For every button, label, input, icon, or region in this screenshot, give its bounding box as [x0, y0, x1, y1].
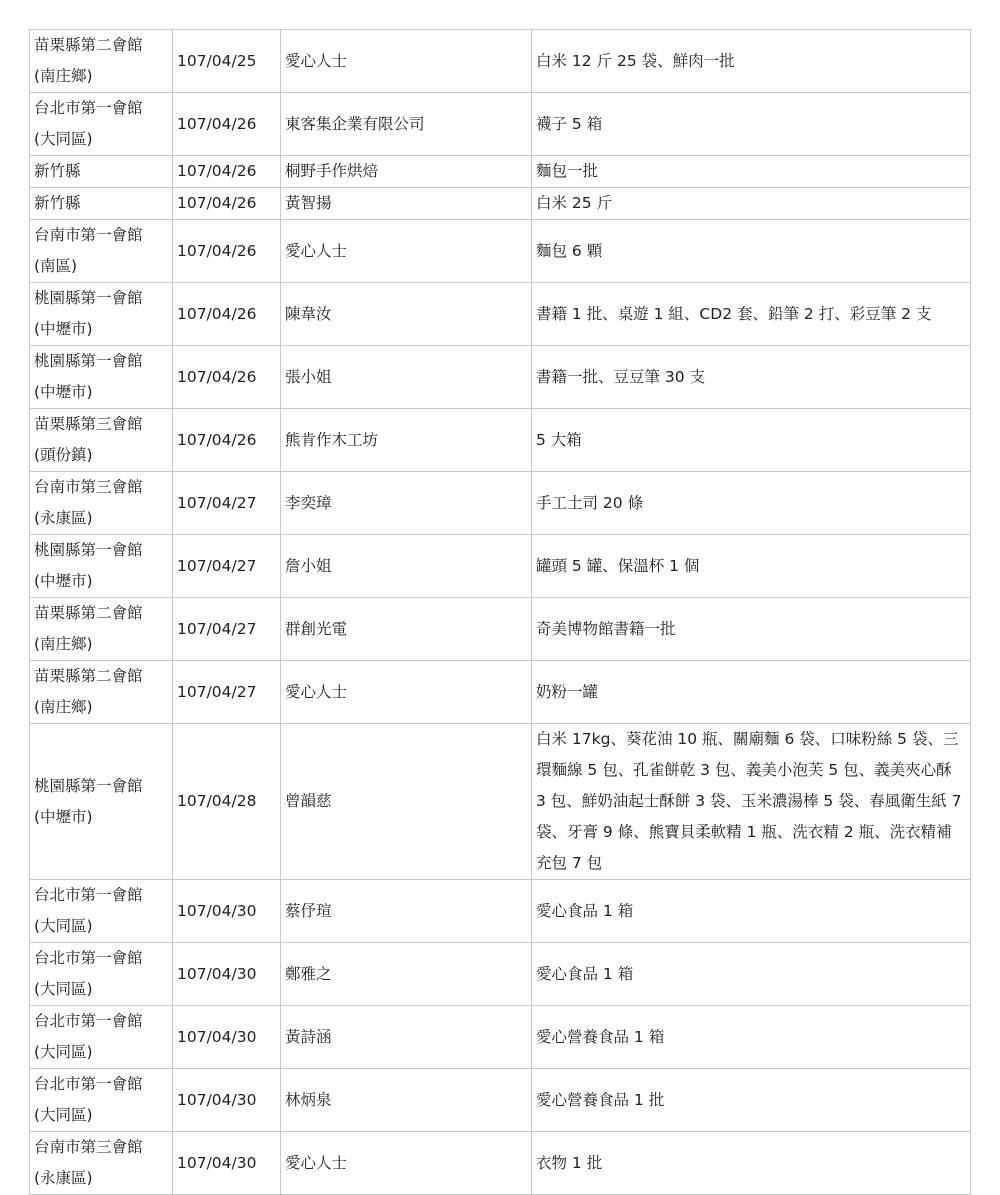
branch-name: 台北市第一會館 — [34, 99, 143, 117]
items-cell: 奶粉一罐 — [532, 661, 971, 724]
branch-cell — [30, 724, 173, 880]
items-cell: 手工土司 20 條 — [532, 472, 971, 535]
date-cell: 107/04/26 — [173, 409, 281, 472]
date-cell: 107/04/27 — [173, 472, 281, 535]
branch-district: (中壢市) — [34, 320, 93, 338]
table-row — [30, 156, 971, 188]
items-cell: 罐頭 5 罐、保溫杯 1 個 — [532, 535, 971, 598]
items-cell: 書籍 1 批、桌遊 1 組、CD2 套、鉛筆 2 打、彩豆筆 2 支 — [532, 283, 971, 346]
donor-cell: 愛心人士 — [281, 30, 532, 93]
branch-name: 台南市第一會館 — [34, 226, 143, 244]
branch-name: 苗栗縣第二會館 — [34, 667, 143, 685]
donor-cell: 黃詩涵 — [281, 1006, 532, 1069]
branch-name: 台北市第一會館 — [34, 1075, 143, 1093]
donation-table-body — [30, 30, 971, 1195]
branch-name: 苗栗縣第三會館 — [34, 415, 143, 433]
table-row — [30, 598, 971, 661]
branch-name: 台南市第三會館 — [34, 478, 143, 496]
donor-cell: 熊肯作木工坊 — [281, 409, 532, 472]
table-row — [30, 93, 971, 156]
branch-district: (南庄鄉) — [34, 635, 93, 653]
branch-cell — [30, 156, 173, 188]
branch-district: (南庄鄉) — [34, 67, 93, 85]
branch-name: 新竹縣 — [34, 162, 81, 180]
branch-cell — [30, 220, 173, 283]
branch-name: 台北市第一會館 — [34, 949, 143, 967]
donor-cell: 桐野手作烘焙 — [281, 156, 532, 188]
branch-cell — [30, 1006, 173, 1069]
date-cell: 107/04/30 — [173, 1132, 281, 1195]
branch-cell — [30, 1069, 173, 1132]
date-cell: 107/04/30 — [173, 880, 281, 943]
branch-district: (永康區) — [34, 509, 93, 527]
table-row — [30, 535, 971, 598]
items-cell: 愛心營養食品 1 批 — [532, 1069, 971, 1132]
donor-cell: 陳韋汝 — [281, 283, 532, 346]
table-row — [30, 724, 971, 880]
donor-cell: 愛心人士 — [281, 661, 532, 724]
donor-cell: 曾韻慈 — [281, 724, 532, 880]
branch-district: (中壢市) — [34, 383, 93, 401]
branch-cell — [30, 535, 173, 598]
table-row — [30, 283, 971, 346]
date-cell: 107/04/26 — [173, 220, 281, 283]
date-cell: 107/04/27 — [173, 661, 281, 724]
branch-cell — [30, 598, 173, 661]
items-cell: 奇美博物館書籍一批 — [532, 598, 971, 661]
date-cell: 107/04/30 — [173, 1006, 281, 1069]
items-cell: 愛心食品 1 箱 — [532, 943, 971, 1006]
items-cell: 白米 12 斤 25 袋、鮮肉一批 — [532, 30, 971, 93]
branch-district: (大同區) — [34, 130, 93, 148]
items-cell: 白米 17kg、葵花油 10 瓶、關廟麵 6 袋、口味粉絲 5 袋、三環麵線 5 包、孔雀餅乾 3 包、義美小泡芙 5 包、義美夾心酥 3 包、鮮奶油起士酥餅 3 袋、玉米濃湯棒 5 袋、春風衛生紙 7 袋、牙膏 9 條、熊寶貝柔軟精 1 瓶、洗衣精 2 瓶、洗衣精補充包 7 包 — [532, 724, 971, 880]
items-cell: 麵包 6 顆 — [532, 220, 971, 283]
donor-cell: 黃智揚 — [281, 188, 532, 220]
branch-name: 台北市第一會館 — [34, 886, 143, 904]
items-cell: 愛心食品 1 箱 — [532, 880, 971, 943]
branch-district: (大同區) — [34, 980, 93, 998]
table-row — [30, 220, 971, 283]
date-cell: 107/04/27 — [173, 598, 281, 661]
branch-cell — [30, 880, 173, 943]
branch-district: (南區) — [34, 257, 78, 275]
branch-district: (南庄鄉) — [34, 698, 93, 716]
branch-district: (大同區) — [34, 1043, 93, 1061]
date-cell: 107/04/28 — [173, 724, 281, 880]
branch-cell — [30, 409, 173, 472]
date-cell: 107/04/25 — [173, 30, 281, 93]
branch-name: 桃園縣第一會館 — [34, 289, 143, 307]
branch-district: (中壢市) — [34, 807, 93, 826]
donor-cell: 愛心人士 — [281, 1132, 532, 1195]
date-cell: 107/04/26 — [173, 283, 281, 346]
table-row — [30, 30, 971, 93]
date-cell: 107/04/26 — [173, 93, 281, 156]
date-cell: 107/04/26 — [173, 346, 281, 409]
donor-cell: 蔡伃瑄 — [281, 880, 532, 943]
date-cell: 107/04/26 — [173, 188, 281, 220]
table-row — [30, 943, 971, 1006]
branch-cell — [30, 661, 173, 724]
table-row — [30, 1006, 971, 1069]
date-cell: 107/04/27 — [173, 535, 281, 598]
table-row — [30, 409, 971, 472]
date-cell: 107/04/30 — [173, 943, 281, 1006]
branch-cell — [30, 30, 173, 93]
items-cell: 書籍一批、豆豆筆 30 支 — [532, 346, 971, 409]
branch-name: 桃園縣第一會館 — [34, 352, 143, 370]
branch-name: 桃園縣第一會館 — [34, 541, 143, 559]
donor-cell: 詹小姐 — [281, 535, 532, 598]
branch-cell — [30, 283, 173, 346]
branch-name: 台北市第一會館 — [34, 1012, 143, 1030]
table-row — [30, 472, 971, 535]
items-cell: 衣物 1 批 — [532, 1132, 971, 1195]
branch-district: (大同區) — [34, 1106, 93, 1124]
table-row — [30, 1069, 971, 1132]
branch-cell — [30, 943, 173, 1006]
branch-district: (永康區) — [34, 1169, 93, 1187]
donor-cell: 愛心人士 — [281, 220, 532, 283]
donor-cell: 李奕璋 — [281, 472, 532, 535]
table-row — [30, 346, 971, 409]
branch-name: 新竹縣 — [34, 194, 81, 212]
table-row — [30, 880, 971, 943]
items-cell: 白米 25 斤 — [532, 188, 971, 220]
items-cell: 愛心營養食品 1 箱 — [532, 1006, 971, 1069]
branch-name: 台南市第三會館 — [34, 1138, 143, 1156]
branch-district: (中壢市) — [34, 572, 93, 590]
branch-cell — [30, 1132, 173, 1195]
branch-district: (頭份鎮) — [34, 446, 93, 464]
branch-district: (大同區) — [34, 917, 93, 935]
items-cell: 襪子 5 箱 — [532, 93, 971, 156]
donor-cell: 張小姐 — [281, 346, 532, 409]
table-row — [30, 1132, 971, 1195]
branch-cell — [30, 93, 173, 156]
branch-name: 苗栗縣第二會館 — [34, 604, 143, 622]
donor-cell: 東客集企業有限公司 — [281, 93, 532, 156]
donor-cell: 鄭雅之 — [281, 943, 532, 1006]
donor-cell: 林炳泉 — [281, 1069, 532, 1132]
donor-cell: 群創光電 — [281, 598, 532, 661]
branch-name: 苗栗縣第二會館 — [34, 36, 143, 54]
branch-cell — [30, 346, 173, 409]
date-cell: 107/04/26 — [173, 156, 281, 188]
branch-cell — [30, 472, 173, 535]
table-row — [30, 661, 971, 724]
branch-name: 桃園縣第一會館 — [34, 776, 143, 795]
table-row — [30, 188, 971, 220]
donation-table — [29, 29, 971, 1195]
items-cell: 5 大箱 — [532, 409, 971, 472]
items-cell: 麵包一批 — [532, 156, 971, 188]
branch-cell — [30, 188, 173, 220]
date-cell: 107/04/30 — [173, 1069, 281, 1132]
